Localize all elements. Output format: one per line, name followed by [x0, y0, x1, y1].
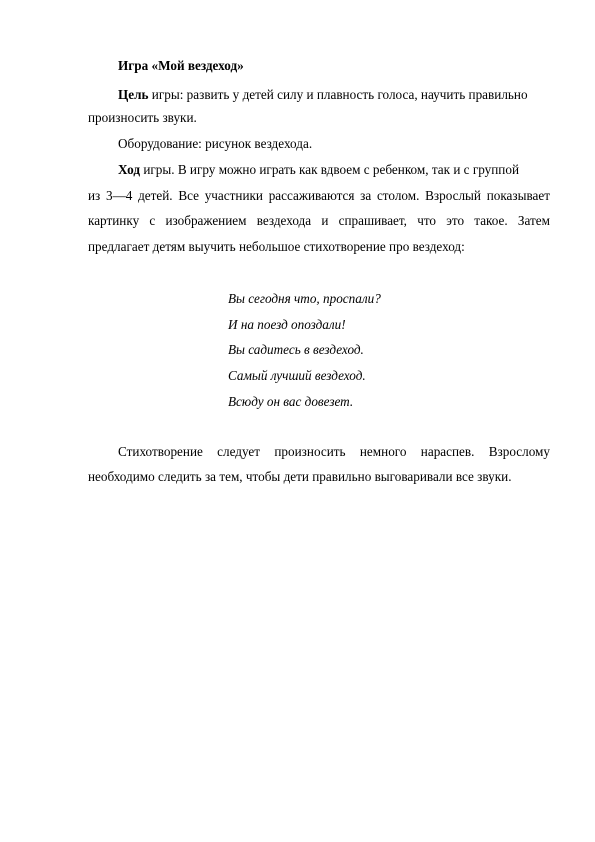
poem-line: Всюду он вас довезет.	[228, 394, 354, 409]
procedure-line-3: картинку с изображением вездехода и спрашивает, что это такое. Затем	[88, 213, 550, 228]
procedure-line-1	[118, 162, 519, 178]
poem-line: Вы сегодня что, проспали?	[228, 291, 381, 306]
poem-line: Самый лучший вездеход.	[228, 368, 366, 383]
poem-line: Вы садитесь в вездеход.	[228, 342, 364, 357]
game-title-prefix: Игра	[118, 58, 152, 73]
poem-line: И на поезд опоздали!	[228, 317, 346, 332]
instruction-line-1: Стихотворение следует произносить немного нараспев. Взрослому	[118, 444, 550, 459]
procedure-label: Ход	[118, 162, 141, 177]
procedure-line-2: из 3—4 детей. Все участники рассаживаются за столом. Взрослый показывает	[88, 188, 550, 203]
goal-line-2: произносить звуки.	[88, 110, 197, 125]
game-title-name: «Мой вездеход»	[151, 58, 244, 73]
procedure-text-1: игры. В игру можно играть как вдвоем с ребенком, так и с группой	[140, 162, 520, 177]
instruction-line-2: необходимо следить за тем, чтобы дети правильно выговаривали все звуки.	[88, 469, 512, 484]
goal-line-1	[118, 87, 528, 103]
procedure-line-4: предлагает детям выучить небольшое стихотворение про вездеход:	[88, 239, 465, 254]
goal-text-1: игры: развить у детей силу и плавность голоса, научить правильно	[148, 87, 528, 102]
game-title	[118, 58, 244, 74]
equipment-line: Оборудование: рисунок вездехода.	[118, 136, 313, 151]
goal-label: Цель	[118, 87, 149, 102]
